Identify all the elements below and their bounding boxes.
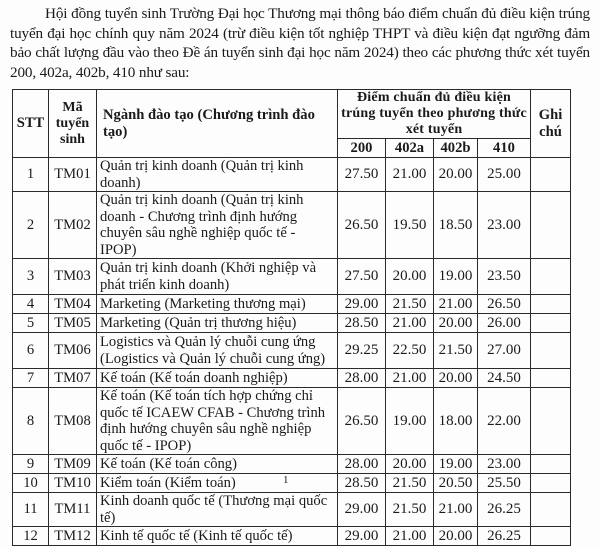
header-code: Mã tuyển sinh xyxy=(49,90,97,158)
cell-score-410: 26.50 xyxy=(478,295,531,314)
cell-score-402b: 20.00 xyxy=(434,314,478,333)
cell-code: TM09 xyxy=(49,455,97,474)
cell-note xyxy=(531,295,571,314)
cell-code: TM05 xyxy=(49,314,97,333)
cell-code: TM10 xyxy=(49,474,97,493)
cell-stt: 7 xyxy=(13,369,49,388)
header-method-410: 410 xyxy=(478,139,531,158)
cell-score-410: 23.50 xyxy=(478,259,531,295)
header-method-402a: 402a xyxy=(386,139,434,158)
cell-score-200: 28.50 xyxy=(338,314,386,333)
cell-score-410: 23.00 xyxy=(478,192,531,259)
cell-stt: 12 xyxy=(13,527,49,546)
cell-score-402a: 19.50 xyxy=(386,192,434,259)
cell-major: Marketing (Marketing thương mại) xyxy=(97,295,338,314)
cell-stt: 8 xyxy=(13,388,49,455)
cell-note xyxy=(531,474,571,493)
cell-score-200: 26.50 xyxy=(338,388,386,455)
cell-score-410: 27.00 xyxy=(478,333,531,369)
cell-score-410: 23.00 xyxy=(478,455,531,474)
cell-score-402b: 18.50 xyxy=(434,192,478,259)
cell-score-200: 29.00 xyxy=(338,493,386,527)
cell-stt: 3 xyxy=(13,259,49,295)
cell-score-200: 28.50 xyxy=(338,474,386,493)
cell-major: Kế toán (Kế toán công) xyxy=(97,455,338,474)
cell-note xyxy=(531,158,571,192)
cell-code: TM04 xyxy=(49,295,97,314)
cell-stt: 6 xyxy=(13,333,49,369)
cell-note xyxy=(531,527,571,546)
cell-code: TM11 xyxy=(49,493,97,527)
cell-code: TM07 xyxy=(49,369,97,388)
cell-score-200: 27.50 xyxy=(338,259,386,295)
header-score-group: Điểm chuẩn đủ điều kiện trúng tuyển theo phương thức xét tuyển xyxy=(338,90,531,139)
cell-score-402b: 19.00 xyxy=(434,259,478,295)
cell-score-410: 22.00 xyxy=(478,388,531,455)
table-row xyxy=(13,527,571,546)
table-row xyxy=(13,369,571,388)
cell-note xyxy=(531,455,571,474)
cell-stt: 1 xyxy=(13,158,49,192)
cell-score-200: 28.00 xyxy=(338,455,386,474)
header-method-402b: 402b xyxy=(434,139,478,158)
cell-major: Logistics và Quản lý chuỗi cung ứng (Logistics và Quản lý chuỗi cung ứng) xyxy=(97,333,338,369)
header-stt: STT xyxy=(13,90,49,158)
intro-text: Hội đồng tuyển sinh Trường Đại học Thương mại thông báo điểm chuẩn đủ điều kiện trúng tuyển đại học chính quy năm 2024 (trừ điều kiện tốt nghiệp THPT và điều kiện đạt ngưỡng đảm bảo chất lượng đầu vào theo Đề án tuyển sinh đại học năm 2024) theo các phương thức xét tuyển 200, 402a, 402b, 410 như sau: xyxy=(10,5,590,81)
cell-code: TM01 xyxy=(49,158,97,192)
header-method-200: 200 xyxy=(338,139,386,158)
cell-note xyxy=(531,259,571,295)
cell-major: Kinh doanh quốc tế (Thương mại quốc tế) xyxy=(97,493,338,527)
cell-score-402b: 20.50 xyxy=(434,474,478,493)
table-row xyxy=(13,314,571,333)
cell-score-200: 29.25 xyxy=(338,333,386,369)
cell-code: TM12 xyxy=(49,527,97,546)
cell-score-410: 25.00 xyxy=(478,158,531,192)
cell-stt: 5 xyxy=(13,314,49,333)
cell-code: TM08 xyxy=(49,388,97,455)
cell-score-410: 25.50 xyxy=(478,474,531,493)
table-row xyxy=(13,455,571,474)
cell-score-200: 28.00 xyxy=(338,369,386,388)
cell-score-402a: 19.00 xyxy=(386,388,434,455)
cell-score-402a: 21.00 xyxy=(386,314,434,333)
cell-score-200: 29.00 xyxy=(338,295,386,314)
cell-score-402a: 22.50 xyxy=(386,333,434,369)
cell-major: Kiểm toán (Kiểm toán) xyxy=(97,474,338,493)
cell-score-402b: 21.00 xyxy=(434,295,478,314)
table-row xyxy=(13,158,571,192)
cell-score-402a: 21.00 xyxy=(386,369,434,388)
cell-score-402a: 21.50 xyxy=(386,493,434,527)
cell-major: Quản trị kinh doanh (Quản trị kinh doanh - Chương trình định hướng chuyên sâu nghề nghiệp quốc tế - IPOP) xyxy=(97,192,338,259)
cell-stt: 4 xyxy=(13,295,49,314)
cell-score-410: 24.50 xyxy=(478,369,531,388)
cell-score-200: 29.00 xyxy=(338,527,386,546)
cell-score-410: 26.00 xyxy=(478,314,531,333)
cell-note xyxy=(531,369,571,388)
cell-score-402a: 20.00 xyxy=(386,455,434,474)
table-row xyxy=(13,493,571,527)
cell-note xyxy=(531,493,571,527)
cell-code: TM06 xyxy=(49,333,97,369)
cell-major: Quản trị kinh doanh (Khởi nghiệp và phát triển kinh doanh) xyxy=(97,259,338,295)
cell-note xyxy=(531,333,571,369)
cell-score-402a: 21.50 xyxy=(386,295,434,314)
cell-major: Kinh tế quốc tế (Kinh tế quốc tế) xyxy=(97,527,338,546)
cell-score-402b: 20.00 xyxy=(434,369,478,388)
table-row xyxy=(13,333,571,369)
cell-stt: 10 xyxy=(13,474,49,493)
cell-note xyxy=(531,388,571,455)
cell-score-402b: 20.00 xyxy=(434,527,478,546)
cell-note xyxy=(531,192,571,259)
cell-score-402b: 19.00 xyxy=(434,455,478,474)
cell-score-200: 27.50 xyxy=(338,158,386,192)
cell-note xyxy=(531,314,571,333)
cell-major: Quản trị kinh doanh (Quản trị kinh doanh) xyxy=(97,158,338,192)
cell-stt: 11 xyxy=(13,493,49,527)
cell-score-200: 26.50 xyxy=(338,192,386,259)
cell-score-402a: 20.00 xyxy=(386,259,434,295)
cell-major: Kế toán (Kế toán tích hợp chứng chỉ quốc tế ICAEW CFAB - Chương trình định hướng chuyên sâu nghề nghiệp quốc tế - IPOP) xyxy=(97,388,338,455)
cell-major: Kế toán (Kế toán doanh nghiệp) xyxy=(97,369,338,388)
cell-score-402b: 20.00 xyxy=(434,158,478,192)
table-row xyxy=(13,259,571,295)
cell-stt: 2 xyxy=(13,192,49,259)
cell-score-402b: 21.50 xyxy=(434,333,478,369)
table-row xyxy=(13,388,571,455)
cell-score-402b: 18.00 xyxy=(434,388,478,455)
table-row xyxy=(13,295,571,314)
cell-score-410: 26.25 xyxy=(478,527,531,546)
cell-code: TM02 xyxy=(49,192,97,259)
cell-stt: 9 xyxy=(13,455,49,474)
cell-score-410: 26.25 xyxy=(478,493,531,527)
cell-code: TM03 xyxy=(49,259,97,295)
header-note: Ghi chú xyxy=(531,90,571,158)
cell-score-402b: 21.00 xyxy=(434,493,478,527)
page-number: 1 xyxy=(283,474,289,486)
cell-score-402a: 21.00 xyxy=(386,527,434,546)
admission-score-table xyxy=(12,89,571,546)
table-row xyxy=(13,192,571,259)
cell-score-402a: 21.50 xyxy=(386,474,434,493)
table-row xyxy=(13,474,571,493)
intro-paragraph xyxy=(10,4,590,82)
header-major: Ngành đào tạo (Chương trình đào tạo) xyxy=(97,90,338,158)
cell-major: Marketing (Quản trị thương hiệu) xyxy=(97,314,338,333)
cell-score-402a: 21.00 xyxy=(386,158,434,192)
